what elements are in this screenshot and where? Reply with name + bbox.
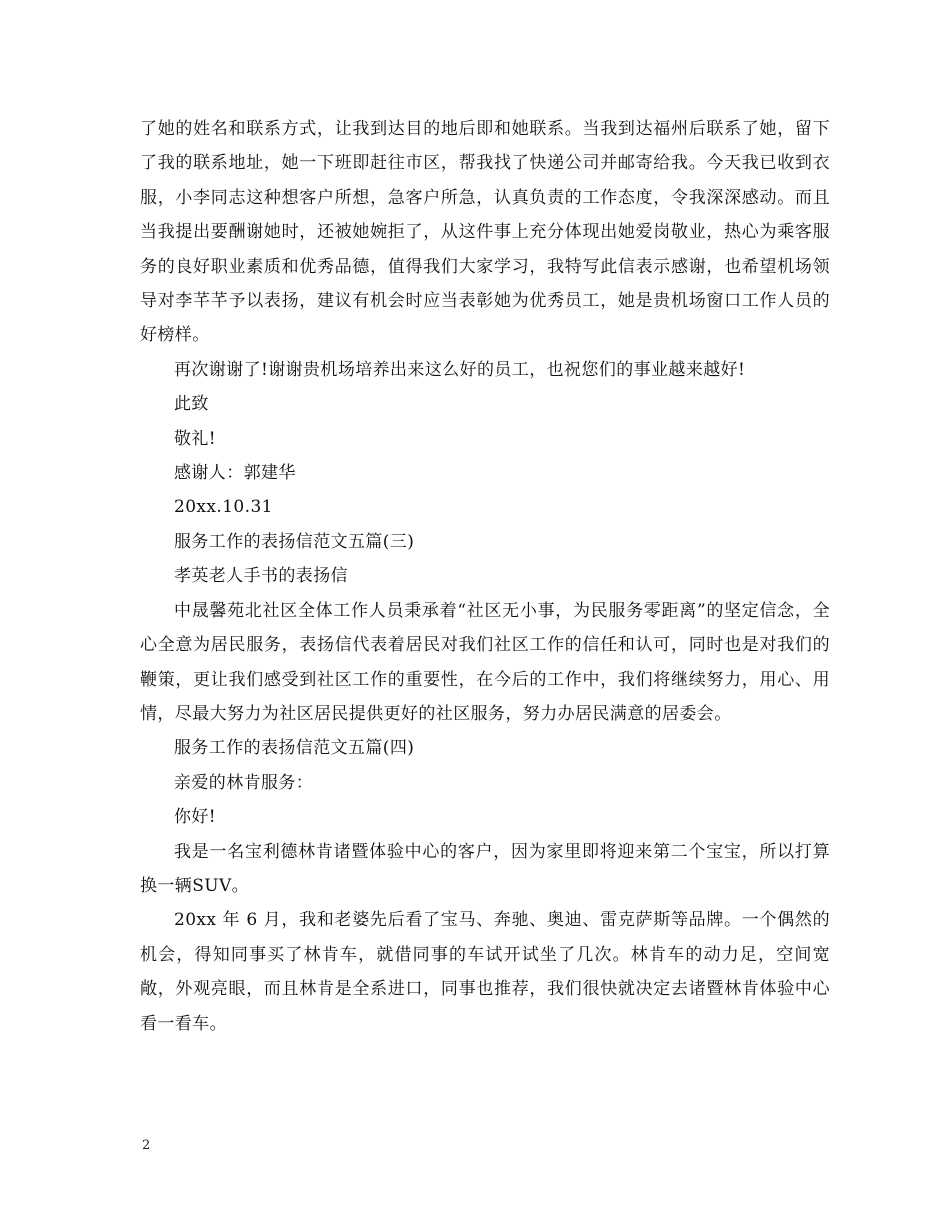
paragraph: 感谢人：郭建华: [174, 463, 296, 484]
paragraph: 20xx 年 6 月，我和老婆先后看了宝马、奔驰、奥迪、雷克萨斯等品牌。一个偶然的机会，得知同事买了林肯车，就借同事的车试开试坐了几次。林肯车的动力足，空间宽敞，外观亮眼，而且林肯是全系进口，同事也推荐，我们很快就决定去诸暨林肯体验中心看一看车。: [140, 910, 830, 1034]
document-body: [140, 112, 830, 1041]
page-number: 2: [142, 1138, 151, 1153]
paragraph: 敬礼!: [174, 428, 217, 449]
paragraph: 中晟馨苑北社区全体工作人员秉承着“社区无小事，为民服务零距离”的坚定信念，全心全意为居民服务，表扬信代表着居民对我们社区工作的信任和认可，同时也是对我们的鞭策，更让我们感受到社区工作的重要性，在今后的工作中，我们将继续努力，用心、用情，尽最大努力为社区居民提供更好的社区服务，努力办居民满意的居委会。: [140, 600, 830, 724]
section-heading: 服务工作的表扬信范文五篇(三): [174, 531, 415, 552]
letter-title: 孝英老人手书的表扬信: [174, 566, 348, 587]
paragraph: 了她的姓名和联系方式，让我到达目的地后即和她联系。当我到达福州后联系了她，留下了我的联系地址，她一下班即赶往市区，帮我找了快递公司并邮寄给我。今天我已收到衣服，小李同志这种想客户所想，急客户所急，认真负责的工作态度，令我深深感动。而且当我提出要酬谢她时，还被她婉拒了，从这件事上充分体现出她爱岗敬业，热心为乘客服务的良好职业素质和优秀品德，值得我们大家学习，我特写此信表示感谢，也希望机场领导对李芊芊予以表扬，建议有机会时应当表彰她为优秀员工，她是贵机场窗口工作人员的好榜样。: [140, 119, 830, 346]
section-heading: 服务工作的表扬信范文五篇(四): [174, 738, 415, 759]
paragraph: 20xx.10.31: [174, 497, 273, 518]
paragraph: 此致: [174, 394, 209, 415]
salutation: 亲爱的林肯服务：: [174, 772, 314, 793]
greeting: 你好!: [174, 807, 217, 828]
paragraph: 再次谢谢了!谢谢贵机场培养出来这么好的员工，也祝您们的事业越来越好!: [174, 359, 746, 380]
paragraph: 我是一名宝利德林肯诸暨体验中心的客户，因为家里即将迎来第二个宝宝，所以打算换一辆SUV。: [140, 841, 830, 896]
